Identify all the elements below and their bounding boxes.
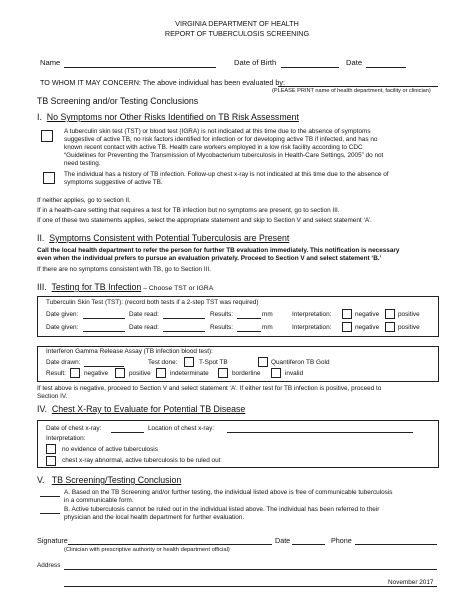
clinician-note: (Clinician with prescriptive authority or health department official) (64, 547, 230, 553)
xray-interpretation-label: Interpretation: (46, 435, 86, 442)
section-1-item-a (64, 128, 383, 168)
xray-date-label: Date of chest x-ray: (46, 425, 102, 432)
xray-abnormal-checkbox[interactable] (46, 456, 56, 466)
igra-positive-label: positive (129, 370, 151, 377)
igra-negative-checkbox[interactable] (70, 368, 80, 378)
section-1-checkbox-a[interactable] (41, 130, 53, 142)
igra-test-done-label: Test done: (148, 359, 178, 366)
text-line: symptoms suggestive of active TB. (64, 179, 163, 186)
text-line: known recent contact with active TB. Health care workers employed in a low risk facility according to CDC (64, 144, 363, 151)
section-2-note: If there are no symptoms consistent with TB, go to Section III. (37, 266, 211, 273)
signature-label: Signature (37, 536, 68, 545)
footer-date-field[interactable] (292, 544, 325, 545)
tst-date-given-field-2[interactable] (83, 331, 125, 332)
tst-interpretation-label: Interpretation: (292, 311, 332, 318)
section-5-title: TB Screening/Testing Conclusion (51, 475, 182, 485)
xray-no-evidence-checkbox[interactable] (46, 444, 56, 454)
xray-location-field[interactable] (227, 432, 413, 433)
evaluator-note: (PLEASE PRINT name of health department, facility or clinician) (272, 88, 431, 94)
xray-abnormal-label: chest x-ray abnormal, active tuberculosis to be ruled out (62, 457, 221, 464)
dob-field[interactable] (281, 67, 339, 68)
tst-date-read-field-2[interactable] (163, 331, 205, 332)
igra-indeterminate-label: indeterminate (170, 370, 209, 377)
igra-invalid-label: invalid (285, 370, 304, 377)
tst-date-read-field-1[interactable] (163, 318, 205, 319)
concern-text: TO WHOM IT MAY CONCERN: The above individual has been evaluated by: (40, 78, 286, 87)
tst-mm-label: mm (262, 324, 273, 331)
tst-positive-label: positive (398, 311, 420, 318)
conclusion-b-field[interactable] (40, 513, 60, 514)
text-line: B. Active tuberculosis cannot be ruled out in the individual listed above. The individual has been referred to their (64, 506, 380, 513)
tst-negative-checkbox-1[interactable] (342, 309, 352, 319)
tst-negative-checkbox-2[interactable] (342, 322, 352, 332)
tst-results-label: Results: (210, 311, 234, 318)
name-field[interactable] (64, 67, 216, 68)
igra-positive-checkbox[interactable] (115, 368, 125, 378)
tst-negative-label: negative (355, 324, 380, 331)
text-line: If test above is negative, proceed to Section V and select statement ‘A’. If either test for TB infection is positive, proceed to (37, 385, 382, 392)
conclusion-a-text (64, 489, 392, 505)
section-3-heading (37, 282, 213, 293)
section-4-numeral: IV. (37, 404, 47, 414)
tst-date-given-field-1[interactable] (83, 318, 125, 319)
igra-negative-label: negative (84, 370, 109, 377)
section-2-instruction (37, 247, 399, 263)
dob-label: Date of Birth (234, 58, 277, 67)
date-field[interactable] (366, 67, 406, 68)
address-field-1[interactable] (64, 569, 437, 570)
tst-interpretation-label: Interpretation: (292, 324, 332, 331)
address-field-2[interactable] (64, 586, 437, 587)
section-2-title: Symptoms Consistent with Potential Tuberculosis are Present (49, 233, 290, 243)
section-1-note-2: If in a health-care setting that requires a test for TB infection but no symptoms are present, go to section III. (37, 207, 340, 214)
text-line: Call the local health department to refer the person for further TB evaluation immediately. This notification is necessary (37, 247, 400, 254)
text-line: The individual has a history of TB infection. Follow-up chest x-ray is not indicated at this time due to the absence of (64, 171, 389, 178)
tst-mm-label: mm (262, 311, 273, 318)
text-line: Section IV. (37, 393, 68, 400)
phone-field[interactable] (355, 544, 437, 545)
igra-borderline-checkbox[interactable] (218, 368, 228, 378)
tst-date-read-label: Date read: (129, 311, 159, 318)
section-1-numeral: I. (37, 112, 42, 122)
footer-date-label: Date (275, 536, 291, 545)
section-3-title: Testing for TB Infection (51, 282, 142, 292)
tst-positive-checkbox-1[interactable] (385, 309, 395, 319)
section-1-note-3: If one of these two statements applies, select the appropriate statement and skip to Section V and select statement ‘A’. (37, 217, 372, 224)
address-label: Address (37, 562, 61, 569)
tst-heading: Tuberculin Skin Test (TST): (record both tests if a 2-step TST was required) (46, 299, 259, 306)
text-line: “Guidelines for Preventing the Transmission of Mycobacterium tuberculosis in Health-Care Settings, 2005” do not (64, 152, 384, 159)
name-label: Name (40, 58, 61, 67)
tst-results-field-2[interactable] (237, 331, 261, 332)
section-1-item-b (64, 171, 389, 187)
text-line: in a communicable form. (64, 497, 134, 504)
text-line: A tuberculin skin test (TST) or blood test (IGRA) is not indicated at this time due to the absence of symptoms (64, 128, 371, 135)
section-5-numeral: V. (37, 475, 45, 485)
xray-date-field[interactable] (111, 432, 144, 433)
conclusions-heading: TB Screening and/or Testing Conclusions (37, 96, 199, 106)
conclusion-b-text (64, 506, 379, 522)
igra-result-label: Result: (46, 370, 66, 377)
tspot-checkbox[interactable] (184, 357, 194, 367)
phone-label: Phone (331, 536, 352, 545)
igra-heading: Interferon Gamma Release Assay (TB infection blood test): (46, 348, 213, 355)
conclusion-a-field[interactable] (40, 496, 60, 497)
quantiferon-checkbox[interactable] (258, 357, 268, 367)
xray-no-evidence-label: no evidence of active tuberculosis (62, 446, 158, 453)
igra-invalid-checkbox[interactable] (271, 368, 281, 378)
tspot-label: T-Spot TB (199, 359, 228, 366)
tst-negative-label: negative (355, 311, 380, 318)
igra-date-drawn-label: Date drawn: (46, 359, 81, 366)
igra-borderline-label: borderline (232, 370, 261, 377)
xray-location-label: Location of chest x-ray: (148, 425, 215, 432)
section-3-note (37, 385, 381, 401)
text-line: even when the individual prefers to pursue an evaluation privately. Proceed to Section V and select statement ‘B.’ (37, 255, 382, 262)
section-1-heading (37, 112, 299, 122)
section-4-title: Chest X-Ray to Evaluate for Potential TB Disease (51, 404, 246, 414)
signature-field[interactable] (68, 544, 272, 545)
text-line: need testing. (64, 160, 101, 167)
revision-date: November 2017 (388, 579, 434, 586)
tst-results-field-1[interactable] (237, 318, 261, 319)
tst-date-given-label: Date given: (46, 324, 79, 331)
tst-positive-label: positive (398, 324, 420, 331)
tst-results-label: Results: (210, 324, 234, 331)
section-5-heading (37, 475, 181, 485)
quantiferon-label: Quantiferon TB Gold (271, 359, 330, 366)
org-title: VIRGINIA DEPARTMENT OF HEALTH (175, 19, 299, 28)
tst-date-read-label: Date read: (129, 324, 159, 331)
text-line: suggestive of active TB, no risk factors identified for infection or for developing active TB if infected, and has no (64, 136, 378, 143)
section-3-choose: – Choose TST or IGRA (141, 285, 214, 292)
date-label: Date (346, 58, 363, 67)
section-1-note-1: If neither applies, go to section II. (37, 197, 131, 204)
section-1-checkbox-b[interactable] (43, 172, 55, 184)
section-2-heading (37, 233, 289, 243)
igra-date-drawn-field[interactable] (84, 366, 124, 367)
section-3-numeral: III. (37, 282, 47, 292)
section-1-title: No Symptoms nor Other Risks Identified on TB Risk Assessment (46, 112, 299, 122)
section-2-numeral: II. (37, 233, 45, 243)
igra-indeterminate-checkbox[interactable] (156, 368, 166, 378)
section-4-heading (37, 404, 245, 414)
text-line: A. Based on the TB Screening and/or further testing, the individual listed above is free of communicable tuberculosis (64, 489, 393, 496)
form-title: REPORT OF TUBERCULOSIS SCREENING (164, 29, 310, 38)
text-line: physician and the local health department for further evaluation. (64, 514, 245, 521)
tst-date-given-label: Date given: (46, 311, 79, 318)
tst-positive-checkbox-2[interactable] (385, 322, 395, 332)
